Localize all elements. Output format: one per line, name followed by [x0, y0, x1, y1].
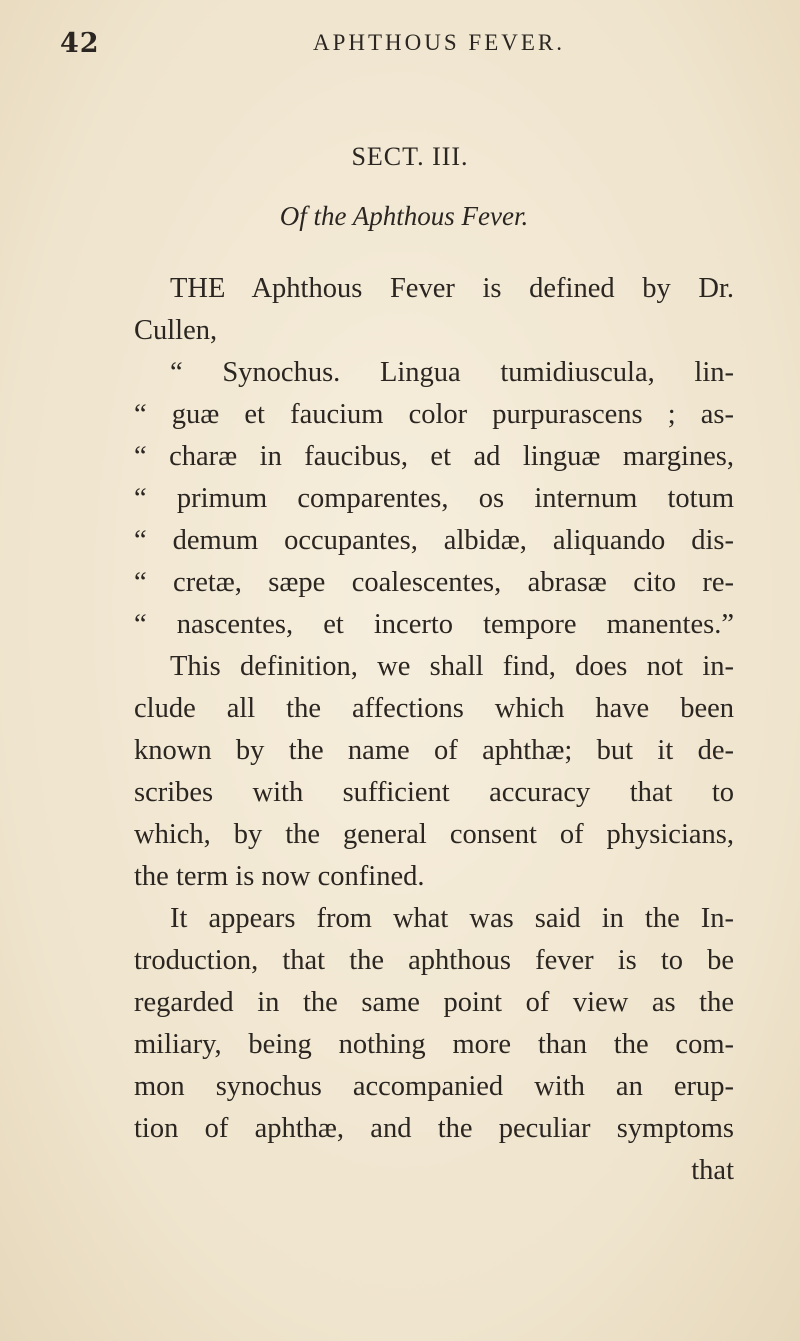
text-line: troduction, that the aphthous fever is to be: [134, 945, 734, 976]
body-text: [134, 268, 734, 1192]
catchword: that: [691, 1155, 734, 1186]
text-line: “ primum comparentes, os internum totum: [134, 483, 734, 514]
text-line: which, by the general consent of physicians,: [134, 819, 734, 850]
text-line: mon synochus accompanied with an erup-: [134, 1071, 734, 1102]
text-line: “ charæ in faucibus, et ad linguæ margines,: [134, 441, 734, 472]
text-line: This definition, we shall find, does not in-: [170, 651, 734, 682]
text-line: “ nascentes, et incerto tempore manentes.”: [134, 609, 734, 640]
text-line: “ Synochus. Lingua tumidiuscula, lin-: [170, 357, 734, 388]
text-line: THE Aphthous Fever is defined by Dr.: [170, 273, 734, 304]
section-title: Of the Aphthous Fever.: [279, 201, 529, 231]
text-line: “ demum occupantes, albidæ, aliquando dis-: [134, 525, 734, 556]
page-header: [0, 28, 800, 68]
running-head: APHTHOUS FEVER.: [313, 30, 566, 55]
page-number: 42: [60, 28, 100, 59]
text-line: “ cretæ, sæpe coalescentes, abrasæ cito re-: [134, 567, 734, 598]
text-line: miliary, being nothing more than the com-: [134, 1029, 734, 1060]
text-line: clude all the affections which have been: [134, 693, 734, 724]
text-line: known by the name of aphthæ; but it de-: [134, 735, 734, 766]
text-line: It appears from what was said in the In-: [170, 903, 734, 934]
text-line: scribes with sufficient accuracy that to: [134, 777, 734, 808]
text-line: regarded in the same point of view as the: [134, 987, 734, 1018]
text-line: the term is now confined.: [134, 861, 425, 892]
text-line: tion of aphthæ, and the peculiar symptoms: [134, 1113, 734, 1144]
text-line: “ guæ et faucium color purpurascens ; as-: [134, 399, 734, 430]
section-label: SECT. III.: [351, 142, 469, 171]
text-line: Cullen,: [134, 315, 218, 346]
